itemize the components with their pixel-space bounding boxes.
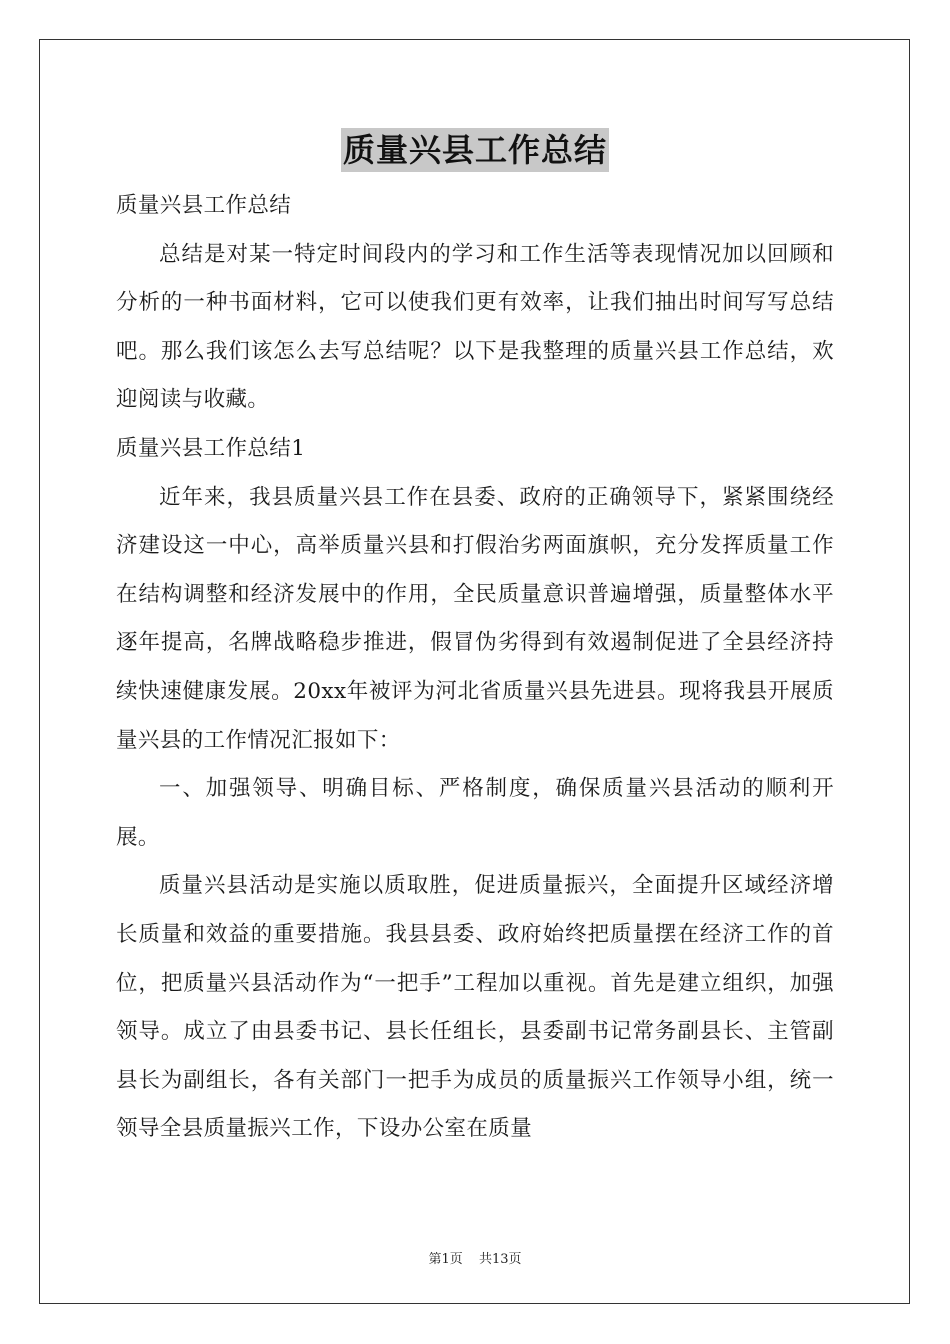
paragraph-intro: 总结是对某一特定时间段内的学习和工作生活等表现情况加以回顾和分析的一种书面材料，它可以使我们更有效率，让我们抽出时间写写总结吧。那么我们该怎么去写总结呢？以下是我整理的质量兴县工作总结，欢迎阅读与收藏。 <box>116 241 834 413</box>
paragraph-body: 质量兴县活动是实施以质取胜，促进质量振兴，全面提升区域经济增长质量和效益的重要措施。我县县委、政府始终把质量摆在经济工作的首位，把质量兴县活动作为“一把手”工程加以重视。首先是建立组织，加强领导。成立了由县委书记、县长任组长，县委副书记常务副县长、主管副县长为副组长，各有关部门一把手为成员的质量振兴工作领导小组，统一领导全县质量振兴工作，下设办公室在质量 <box>116 873 834 1142</box>
page-number-total: 共13页 <box>478 1252 522 1267</box>
paragraph-section-heading: 质量兴县工作总结1 <box>116 435 306 461</box>
document-title <box>0 128 950 172</box>
paragraph-body: 近年来，我县质量兴县工作在县委、政府的正确领导下，紧紧围绕经济建设这一中心，高举质量兴县和打假治劣两面旗帜，充分发挥质量工作在结构调整和经济发展中的作用，全民质量意识普遍增强，质量整体水平逐年提高，名牌战略稳步推进，假冒伪劣得到有效遏制促进了全县经济持续快速健康发展。20xx年被评为河北省质量兴县先进县。现将我县开展质量兴县的工作情况汇报如下： <box>116 484 834 753</box>
page-footer <box>0 1248 950 1267</box>
document-body <box>116 182 834 1154</box>
paragraph-point-one: 一、加强领导、明确目标、严格制度，确保质量兴县活动的顺利开展。 <box>116 776 834 850</box>
document-title-text: 质量兴县工作总结 <box>341 128 609 172</box>
page-number-current: 第1页 <box>428 1252 463 1267</box>
paragraph-subtitle: 质量兴县工作总结 <box>116 193 292 218</box>
